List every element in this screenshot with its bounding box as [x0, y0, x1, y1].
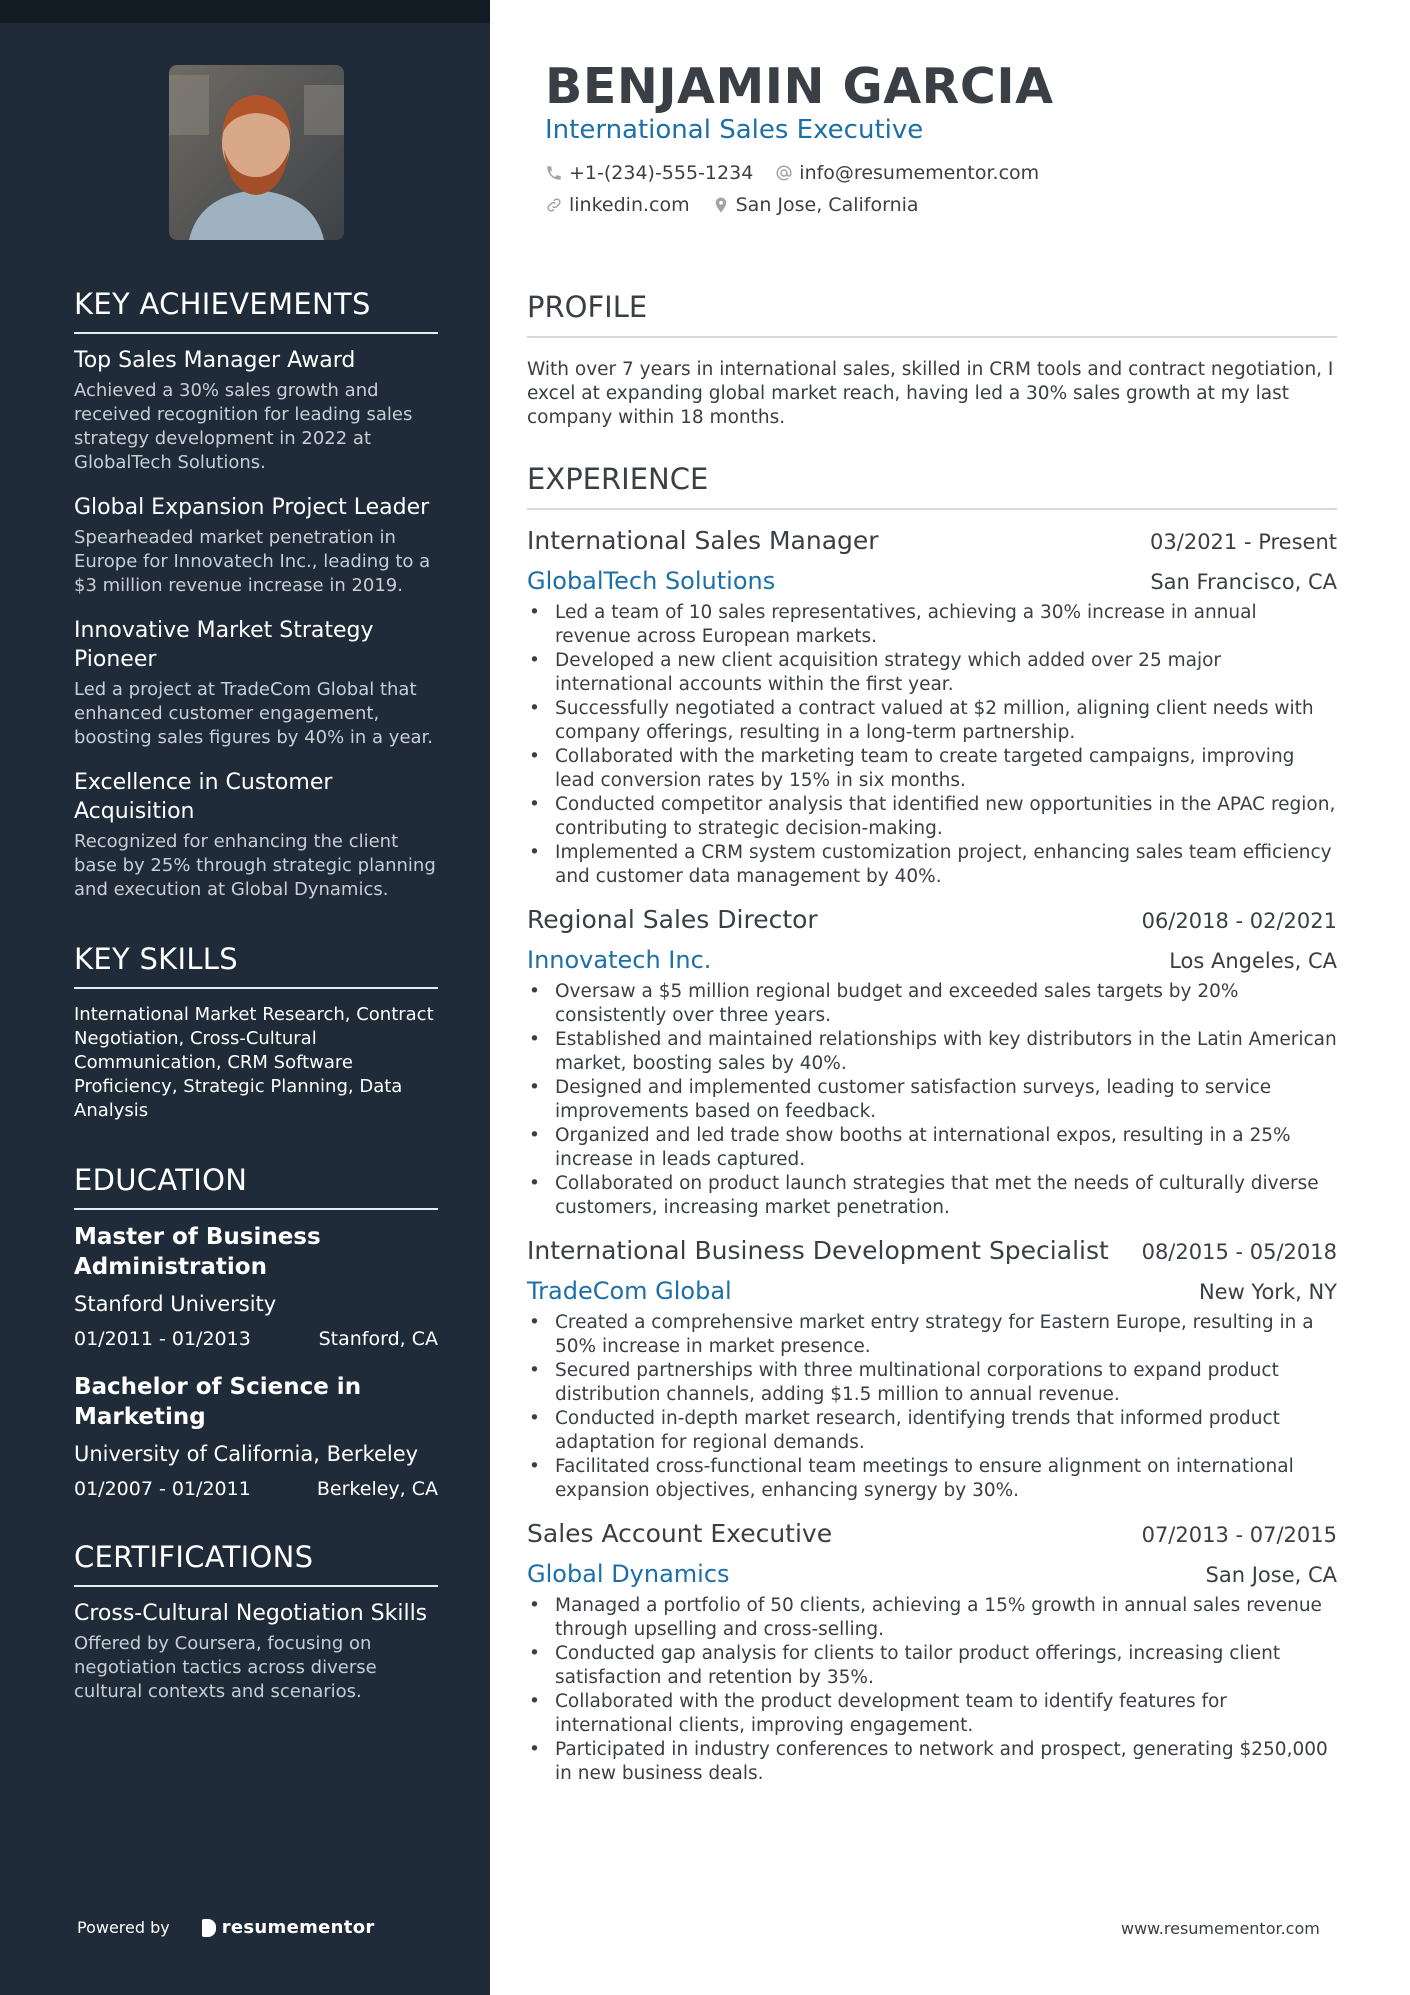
job-bullet: • Conducted competitor analysis that identified new opportunities in the APAC region, contributing to strategic decision-making. [555, 793, 1337, 841]
achievement-title: Excellence in Customer Acquisition [74, 770, 333, 824]
job-title: Sales Account Executive [527, 1519, 833, 1548]
certification-title: Cross-Cultural Negotiation Skills [74, 1601, 428, 1626]
job-company: TradeCom Global [527, 1277, 732, 1305]
achievement-title: Top Sales Manager Award [74, 348, 356, 373]
phone-text: +1-(234)-555-1234 [569, 162, 754, 184]
job-bullet: • Facilitated cross-functional team meetings to ensure alignment on international expansion objectives, enhancing synergy by 30%. [555, 1455, 1337, 1503]
achievement-desc: Recognized for enhancing the client base by 25% through strategic planning and execution at Global Dynamics. [74, 831, 436, 900]
job-bullet: • Collaborated with the product development team to identify features for international clients, improving engagement. [555, 1690, 1337, 1738]
contact-location [712, 194, 919, 216]
brand-logo[interactable] [202, 1917, 375, 1938]
location-pin-icon [712, 196, 730, 214]
sidebar-content [74, 287, 438, 1744]
job-bullet: • Managed a portfolio of 50 clients, achieving a 15% growth in annual sales revenue through upselling and cross-selling. [555, 1594, 1337, 1642]
contact-phone[interactable] [545, 162, 753, 184]
job-company: Global Dynamics [527, 1560, 730, 1588]
job-entry [527, 1236, 1337, 1503]
candidate-name: BENJAMIN GARCIA [545, 58, 1054, 115]
education-section [74, 1163, 438, 1500]
skills-section [74, 942, 438, 1123]
achievement-item [74, 616, 438, 750]
sidebar-top-band [0, 0, 490, 23]
job-location: New York, NY [1198, 1280, 1337, 1304]
profile-section [527, 290, 1337, 430]
certification-desc: Offered by Coursera, focusing on negotiation tactics across diverse cultural contexts and scenarios. [74, 1633, 377, 1702]
edu-dates: 01/2011 - 01/2013 [74, 1328, 251, 1350]
skills-heading: KEY SKILLS [74, 942, 438, 989]
certification-item [74, 1599, 438, 1704]
job-company: Innovatech Inc. [527, 946, 712, 974]
edu-location: Stanford, CA [318, 1328, 438, 1350]
profile-photo [169, 65, 344, 240]
job-title: International Sales Manager [527, 526, 879, 555]
achievement-desc: Spearheaded market penetration in Europe for Innovatech Inc., leading to a $3 million revenue increase in 2019. [74, 527, 431, 596]
powered-by [77, 1917, 375, 1938]
experience-heading: EXPERIENCE [527, 462, 1337, 510]
job-bullet: • Implemented a CRM system customization project, enhancing sales team efficiency and customer data management by 40%. [555, 841, 1337, 889]
job-location: San Jose, CA [1205, 1563, 1337, 1587]
job-bullet: • Established and maintained relationships with key distributors in the Latin American market, boosting sales by 40%. [555, 1028, 1337, 1076]
sidebar [0, 0, 490, 1995]
certifications-section [74, 1540, 438, 1704]
contact-linkedin[interactable] [545, 194, 690, 216]
job-bullet: • Successfully negotiated a contract valued at $2 million, aligning client needs with company offerings, resulting in a long-term partnership. [555, 697, 1337, 745]
job-company: GlobalTech Solutions [527, 567, 776, 595]
job-entry [527, 526, 1337, 889]
profile-heading: PROFILE [527, 290, 1337, 338]
footer-website[interactable]: www.resumementor.com [1121, 1919, 1320, 1938]
brand-name: resumementor [221, 1917, 375, 1938]
job-entry [527, 1519, 1337, 1786]
job-bullet: • Led a team of 10 sales representatives, achieving a 30% increase in annual revenue across European markets. [555, 601, 1337, 649]
job-dates: 08/2015 - 05/2018 [1141, 1240, 1337, 1264]
job-bullet: • Collaborated with the marketing team to create targeted campaigns, improving lead conversion rates by 15% in six months. [555, 745, 1337, 793]
achievements-heading: KEY ACHIEVEMENTS [74, 287, 438, 334]
job-bullet: • Collaborated on product launch strategies that met the needs of culturally diverse customers, increasing market penetration. [555, 1172, 1337, 1220]
achievements-section [74, 287, 438, 902]
job-entry [527, 905, 1337, 1220]
job-bullet: • Created a comprehensive market entry strategy for Eastern Europe, resulting in a 50% increase in market presence. [555, 1311, 1337, 1359]
achievement-item [74, 346, 438, 475]
job-bullets [527, 1594, 1337, 1786]
job-bullet: • Participated in industry conferences to network and prospect, generating $250,000 in new business deals. [555, 1738, 1337, 1786]
job-location: San Francisco, CA [1150, 570, 1337, 594]
job-dates: 03/2021 - Present [1150, 530, 1337, 554]
experience-section [527, 462, 1337, 1786]
job-bullet: • Secured partnerships with three multinational corporations to expand product distribution channels, adding $1.5 million to annual revenue. [555, 1359, 1337, 1407]
candidate-title: International Sales Executive [545, 115, 924, 145]
edu-degree: Bachelor of Science in Marketing [74, 1374, 362, 1430]
achievement-desc: Achieved a 30% sales growth and received recognition for leading sales strategy development in 2022 at GlobalTech Solutions. [74, 380, 413, 473]
job-bullet: • Designed and implemented customer satisfaction surveys, leading to service improvements based on feedback. [555, 1076, 1337, 1124]
skills-list: International Market Research, Contract Negotiation, Cross-Cultural Communication, CRM Software Proficiency, Strategic Planning, Data Analysis [74, 1004, 434, 1121]
job-bullet: • Conducted gap analysis for clients to tailor product offerings, increasing client satisfaction and retention by 35%. [555, 1642, 1337, 1690]
education-item [74, 1372, 438, 1500]
link-icon [545, 196, 563, 214]
edu-school: Stanford University [74, 1292, 277, 1316]
location-text: San Jose, California [735, 194, 919, 216]
achievement-item [74, 493, 438, 598]
job-dates: 07/2013 - 07/2015 [1141, 1523, 1337, 1547]
job-bullets [527, 601, 1337, 889]
email-text: info@resumementor.com [799, 162, 1040, 184]
achievement-title: Global Expansion Project Leader [74, 495, 430, 520]
achievement-title: Innovative Market Strategy Pioneer [74, 618, 374, 672]
powered-by-label: Powered by [77, 1918, 170, 1937]
linkedin-text: linkedin.com [569, 194, 690, 216]
job-bullet: • Developed a new client acquisition strategy which added over 25 major international accounts within the first year. [555, 649, 1337, 697]
education-item [74, 1222, 438, 1350]
job-bullets [527, 1311, 1337, 1503]
job-dates: 06/2018 - 02/2021 [1141, 909, 1337, 933]
edu-degree: Master of Business Administration [74, 1224, 321, 1280]
job-bullet: • Organized and led trade show booths at international expos, resulting in a 25% increase in leads captured. [555, 1124, 1337, 1172]
contact-email[interactable] [775, 162, 1039, 184]
job-bullets [527, 980, 1337, 1220]
certifications-heading: CERTIFICATIONS [74, 1540, 438, 1587]
at-sign-icon [775, 164, 793, 182]
job-title: Regional Sales Director [527, 905, 818, 934]
job-location: Los Angeles, CA [1169, 949, 1337, 973]
edu-location: Berkeley, CA [316, 1478, 438, 1500]
job-bullet: • Oversaw a $5 million regional budget and exceeded sales targets by 20% consistently over three years. [555, 980, 1337, 1028]
education-heading: EDUCATION [74, 1163, 438, 1210]
contact-info [545, 162, 1225, 216]
phone-icon [545, 164, 563, 182]
profile-text: With over 7 years in international sales, skilled in CRM tools and contract negotiation, I excel at expanding global market reach, having led a 30% sales growth at my last company within 18 months. [527, 359, 1334, 428]
job-bullet: • Conducted in-depth market research, identifying trends that informed product adaptation for regional demands. [555, 1407, 1337, 1455]
achievement-desc: Led a project at TradeCom Global that enhanced customer engagement, boosting sales figures by 40% in a year. [74, 679, 434, 748]
edu-school: University of California, Berkeley [74, 1442, 419, 1466]
edu-dates: 01/2007 - 01/2011 [74, 1478, 251, 1500]
achievement-item [74, 768, 438, 902]
brand-mark-icon [202, 1919, 216, 1937]
job-title: International Business Development Specialist [527, 1236, 1109, 1265]
